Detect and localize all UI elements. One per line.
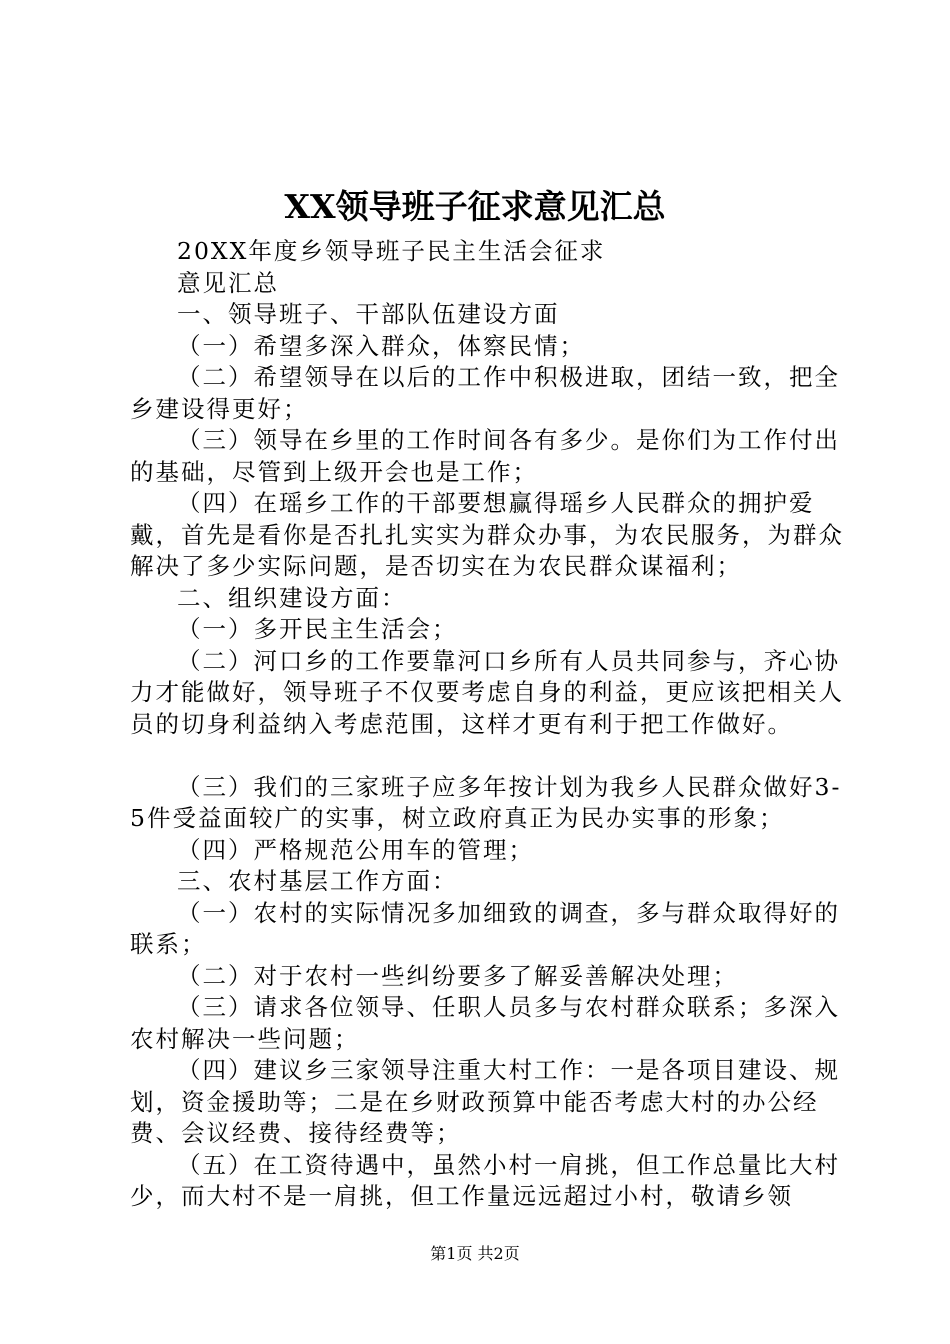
list-item: （五）在工资待遇中，虽然小村一肩挑，但工作总量比大村少，而大村不是一肩挑，但工作量远远超过小村，敬请乡领: [130, 1150, 840, 1210]
section-heading-3: 三、农村基层工作方面：: [177, 867, 458, 895]
list-item: （四）严格规范公用车的管理；: [177, 835, 534, 864]
list-item: （三）领导在乡里的工作时间各有多少。是你们为工作付出的基础，尽管到上级开会也是工作；: [130, 426, 840, 486]
subtitle-line-1: 20XX年度乡领导班子民主生活会征求: [177, 237, 606, 265]
list-item: （三）请求各位领导、任职人员多与农村群众联系；多深入农村解决一些问题；: [130, 993, 840, 1053]
list-item: （一）农村的实际情况多加细致的调查，多与群众取得好的联系；: [130, 898, 840, 958]
list-item: （一）多开民主生活会；: [177, 615, 458, 643]
list-item: （四）建议乡三家领导注重大村工作：一是各项目建设、规划，资金援助等；二是在乡财政预算中能否考虑大村的办公经费、会议经费、接待经费等；: [130, 1056, 840, 1147]
blank-line: [130, 740, 852, 772]
list-item: （二）希望领导在以后的工作中积极进取，团结一致，把全乡建设得更好；: [130, 363, 840, 423]
document-title: XX领导班子征求意见汇总: [284, 187, 666, 226]
list-item: （三）我们的三家班子应多年按计划为我乡人民群众做好3-5件受益面较广的实事，树立政府真正为民办实事的形象；: [130, 772, 842, 832]
document-body: [130, 236, 852, 1213]
section-heading-1: 一、领导班子、干部队伍建设方面: [177, 300, 560, 328]
section-heading-2: 二、组织建设方面：: [177, 583, 407, 612]
list-item: （四）在瑶乡工作的干部要想赢得瑶乡人民群众的拥护爱戴，首先是看你是否扎扎实实为群众办事，为农民服务，为群众解决了多少实际问题，是否切实在为农民群众谋福利；: [130, 489, 844, 580]
subtitle-line-2: 意见汇总: [177, 268, 279, 297]
list-item: （一）希望多深入群众，体察民情；: [177, 331, 585, 360]
list-item: （二）对于农村一些纠纷要多了解妥善解决处理；: [177, 961, 738, 990]
page-number-footer: 第1页 共2页: [430, 1244, 520, 1263]
list-item: （二）河口乡的工作要靠河口乡所有人员共同参与，齐心协力才能做好，领导班子不仅要考虑自身的利益，更应该把相关人员的切身利益纳入考虑范围，这样才更有利于把工作做好。: [130, 646, 844, 738]
